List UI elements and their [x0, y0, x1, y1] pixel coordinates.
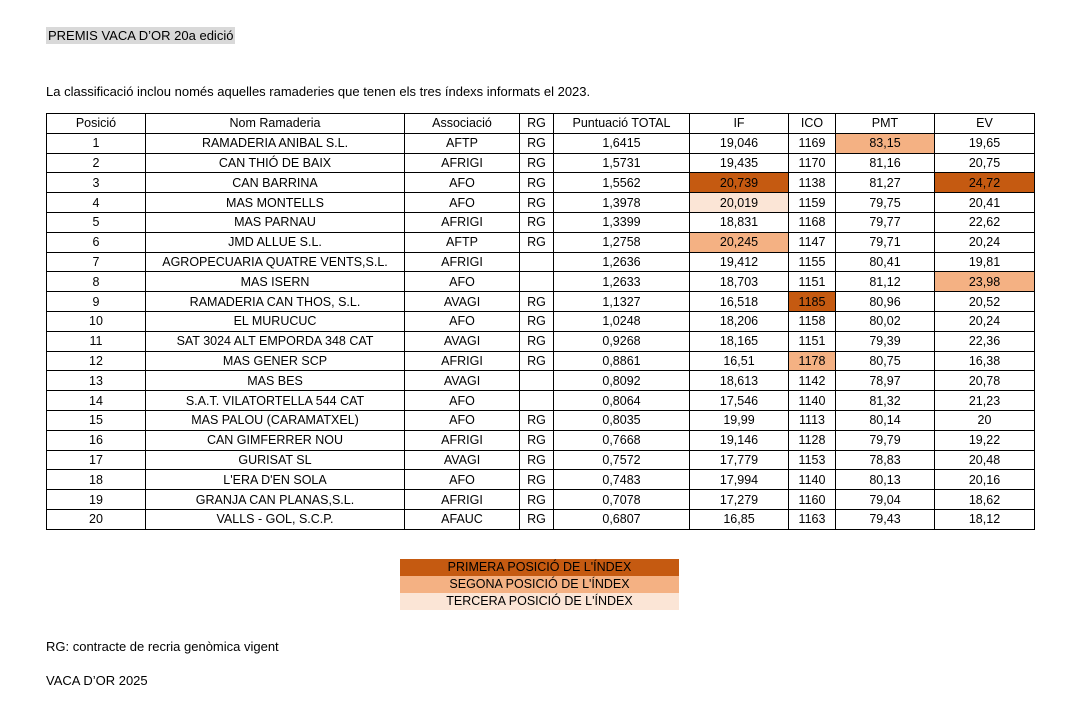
cell-associacio: AFO	[405, 272, 520, 292]
table-row	[47, 509, 1035, 529]
cell-pmt: 80,75	[836, 351, 935, 371]
cell-puntuacio-total: 0,6807	[554, 509, 690, 529]
table-row	[47, 173, 1035, 193]
cell-posicio: 14	[47, 391, 146, 411]
cell-nom-ramaderia: SAT 3024 ALT EMPORDA 348 CAT	[146, 331, 405, 351]
cell-associacio: AFRIGI	[405, 351, 520, 371]
document-title: PREMIS VACA D’OR 20a edició	[48, 28, 234, 43]
cell-ev: 20	[935, 410, 1035, 430]
table-row	[47, 193, 1035, 213]
rg-note: RG: contracte de recria genòmica vigent	[46, 639, 279, 654]
cell-pmt: 79,77	[836, 212, 935, 232]
cell-if: 19,435	[690, 153, 789, 173]
cell-puntuacio-total: 0,8861	[554, 351, 690, 371]
cell-pmt: 79,79	[836, 430, 935, 450]
cell-ev: 24,72	[935, 173, 1035, 193]
cell-puntuacio-total: 0,7078	[554, 490, 690, 510]
cell-nom-ramaderia: JMD ALLUE S.L.	[146, 232, 405, 252]
cell-pmt: 81,12	[836, 272, 935, 292]
cell-rg: RG	[520, 331, 554, 351]
cell-pmt: 79,43	[836, 509, 935, 529]
header-nom-ramaderia: Nom Ramaderia	[146, 114, 405, 134]
cell-posicio: 4	[47, 193, 146, 213]
cell-puntuacio-total: 1,0248	[554, 311, 690, 331]
cell-if: 16,85	[690, 509, 789, 529]
cell-associacio: AFTP	[405, 133, 520, 153]
cell-associacio: AFO	[405, 470, 520, 490]
color-legend	[400, 559, 679, 610]
cell-nom-ramaderia: MAS MONTELLS	[146, 193, 405, 213]
cell-nom-ramaderia: MAS PALOU (CARAMATXEL)	[146, 410, 405, 430]
cell-if: 17,779	[690, 450, 789, 470]
cell-posicio: 9	[47, 292, 146, 312]
cell-ico: 1155	[789, 252, 836, 272]
cell-puntuacio-total: 1,5731	[554, 153, 690, 173]
cell-rg	[520, 371, 554, 391]
cell-if: 17,994	[690, 470, 789, 490]
cell-ev: 19,22	[935, 430, 1035, 450]
cell-ico: 1140	[789, 391, 836, 411]
header-pmt: PMT	[836, 114, 935, 134]
cell-if: 19,146	[690, 430, 789, 450]
header-posicio: Posició	[47, 114, 146, 134]
cell-ev: 20,24	[935, 232, 1035, 252]
cell-puntuacio-total: 0,7572	[554, 450, 690, 470]
cell-ev: 20,75	[935, 153, 1035, 173]
cell-ico: 1159	[789, 193, 836, 213]
table-row	[47, 430, 1035, 450]
cell-rg	[520, 391, 554, 411]
cell-pmt: 79,39	[836, 331, 935, 351]
cell-puntuacio-total: 1,6415	[554, 133, 690, 153]
cell-pmt: 81,32	[836, 391, 935, 411]
cell-nom-ramaderia: GRANJA CAN PLANAS,S.L.	[146, 490, 405, 510]
cell-associacio: AVAGI	[405, 331, 520, 351]
cell-if: 16,51	[690, 351, 789, 371]
table-header-row	[47, 114, 1035, 134]
cell-nom-ramaderia: CAN BARRINA	[146, 173, 405, 193]
cell-posicio: 12	[47, 351, 146, 371]
footer-note: VACA D’OR 2025	[46, 673, 148, 688]
cell-puntuacio-total: 1,5562	[554, 173, 690, 193]
cell-puntuacio-total: 1,3399	[554, 212, 690, 232]
cell-rg: RG	[520, 133, 554, 153]
cell-ico: 1178	[789, 351, 836, 371]
cell-posicio: 7	[47, 252, 146, 272]
cell-posicio: 11	[47, 331, 146, 351]
cell-posicio: 13	[47, 371, 146, 391]
table-row	[47, 450, 1035, 470]
cell-puntuacio-total: 1,3978	[554, 193, 690, 213]
header-associacio: Associació	[405, 114, 520, 134]
cell-ev: 20,78	[935, 371, 1035, 391]
cell-nom-ramaderia: AGROPECUARIA QUATRE VENTS,S.L.	[146, 252, 405, 272]
cell-ico: 1142	[789, 371, 836, 391]
cell-ico: 1170	[789, 153, 836, 173]
cell-pmt: 80,13	[836, 470, 935, 490]
table-row	[47, 252, 1035, 272]
table-row	[47, 212, 1035, 232]
cell-ico: 1160	[789, 490, 836, 510]
cell-posicio: 3	[47, 173, 146, 193]
cell-puntuacio-total: 0,7668	[554, 430, 690, 450]
cell-ev: 20,16	[935, 470, 1035, 490]
cell-associacio: AFRIGI	[405, 212, 520, 232]
intro-text: La classificació inclou només aquelles ramaderies que tenen els tres índexs informats el 2023.	[46, 84, 591, 99]
cell-puntuacio-total: 1,1327	[554, 292, 690, 312]
header-ev: EV	[935, 114, 1035, 134]
cell-puntuacio-total: 1,2636	[554, 252, 690, 272]
cell-nom-ramaderia: CAN THIÓ DE BAIX	[146, 153, 405, 173]
cell-pmt: 79,04	[836, 490, 935, 510]
cell-ev: 22,36	[935, 331, 1035, 351]
cell-posicio: 8	[47, 272, 146, 292]
cell-ev: 20,41	[935, 193, 1035, 213]
cell-nom-ramaderia: RAMADERIA CAN THOS, S.L.	[146, 292, 405, 312]
cell-posicio: 19	[47, 490, 146, 510]
cell-ico: 1169	[789, 133, 836, 153]
cell-if: 18,703	[690, 272, 789, 292]
cell-ico: 1113	[789, 410, 836, 430]
table-row	[47, 133, 1035, 153]
cell-posicio: 2	[47, 153, 146, 173]
cell-associacio: AVAGI	[405, 450, 520, 470]
cell-rg: RG	[520, 153, 554, 173]
table-body	[47, 133, 1035, 529]
cell-ev: 19,65	[935, 133, 1035, 153]
cell-ico: 1163	[789, 509, 836, 529]
cell-nom-ramaderia: RAMADERIA ANIBAL S.L.	[146, 133, 405, 153]
cell-pmt: 79,75	[836, 193, 935, 213]
cell-ev: 21,23	[935, 391, 1035, 411]
cell-associacio: AFRIGI	[405, 490, 520, 510]
cell-nom-ramaderia: CAN GIMFERRER NOU	[146, 430, 405, 450]
cell-ico: 1147	[789, 232, 836, 252]
cell-if: 17,546	[690, 391, 789, 411]
cell-rg: RG	[520, 193, 554, 213]
cell-pmt: 80,14	[836, 410, 935, 430]
header-rg: RG	[520, 114, 554, 134]
cell-pmt: 80,41	[836, 252, 935, 272]
cell-pmt: 78,97	[836, 371, 935, 391]
cell-pmt: 80,02	[836, 311, 935, 331]
cell-rg: RG	[520, 212, 554, 232]
cell-ico: 1138	[789, 173, 836, 193]
cell-posicio: 10	[47, 311, 146, 331]
cell-pmt: 83,15	[836, 133, 935, 153]
table-row	[47, 272, 1035, 292]
cell-if: 18,165	[690, 331, 789, 351]
legend-first: PRIMERA POSICIÓ DE L'ÍNDEX	[400, 559, 679, 576]
cell-rg	[520, 252, 554, 272]
cell-ev: 18,12	[935, 509, 1035, 529]
cell-rg	[520, 272, 554, 292]
cell-associacio: AFRIGI	[405, 153, 520, 173]
cell-rg: RG	[520, 351, 554, 371]
cell-puntuacio-total: 1,2633	[554, 272, 690, 292]
cell-ico: 1185	[789, 292, 836, 312]
cell-pmt: 81,16	[836, 153, 935, 173]
table-row	[47, 410, 1035, 430]
cell-rg: RG	[520, 450, 554, 470]
cell-rg: RG	[520, 173, 554, 193]
cell-associacio: AFO	[405, 173, 520, 193]
cell-associacio: AFO	[405, 391, 520, 411]
cell-rg: RG	[520, 311, 554, 331]
cell-ico: 1151	[789, 331, 836, 351]
table-row	[47, 331, 1035, 351]
cell-ev: 22,62	[935, 212, 1035, 232]
cell-rg: RG	[520, 232, 554, 252]
cell-rg: RG	[520, 430, 554, 450]
cell-rg: RG	[520, 292, 554, 312]
cell-ico: 1140	[789, 470, 836, 490]
table-row	[47, 391, 1035, 411]
cell-associacio: AFO	[405, 410, 520, 430]
header-if: IF	[690, 114, 789, 134]
cell-associacio: AFO	[405, 311, 520, 331]
legend-second: SEGONA POSICIÓ DE L'ÍNDEX	[400, 576, 679, 593]
cell-ev: 20,52	[935, 292, 1035, 312]
cell-ev: 18,62	[935, 490, 1035, 510]
cell-if: 18,831	[690, 212, 789, 232]
cell-posicio: 18	[47, 470, 146, 490]
cell-rg: RG	[520, 410, 554, 430]
cell-rg: RG	[520, 509, 554, 529]
cell-posicio: 17	[47, 450, 146, 470]
cell-if: 17,279	[690, 490, 789, 510]
cell-posicio: 6	[47, 232, 146, 252]
cell-nom-ramaderia: S.A.T. VILATORTELLA 544 CAT	[146, 391, 405, 411]
cell-posicio: 5	[47, 212, 146, 232]
cell-if: 19,99	[690, 410, 789, 430]
cell-if: 20,739	[690, 173, 789, 193]
cell-associacio: AFAUC	[405, 509, 520, 529]
table-row	[47, 470, 1035, 490]
header-puntuacio-total: Puntuació TOTAL	[554, 114, 690, 134]
cell-ico: 1151	[789, 272, 836, 292]
cell-if: 19,412	[690, 252, 789, 272]
cell-posicio: 20	[47, 509, 146, 529]
cell-puntuacio-total: 0,8064	[554, 391, 690, 411]
cell-pmt: 78,83	[836, 450, 935, 470]
header-ico: ICO	[789, 114, 836, 134]
table-row	[47, 311, 1035, 331]
cell-posicio: 15	[47, 410, 146, 430]
cell-rg: RG	[520, 470, 554, 490]
cell-associacio: AFTP	[405, 232, 520, 252]
cell-ev: 20,24	[935, 311, 1035, 331]
cell-nom-ramaderia: MAS GENER SCP	[146, 351, 405, 371]
cell-posicio: 16	[47, 430, 146, 450]
cell-associacio: AFO	[405, 193, 520, 213]
cell-nom-ramaderia: VALLS - GOL, S.C.P.	[146, 509, 405, 529]
cell-puntuacio-total: 1,2758	[554, 232, 690, 252]
cell-pmt: 81,27	[836, 173, 935, 193]
cell-associacio: AFRIGI	[405, 252, 520, 272]
cell-puntuacio-total: 0,8035	[554, 410, 690, 430]
cell-ico: 1168	[789, 212, 836, 232]
cell-pmt: 79,71	[836, 232, 935, 252]
cell-if: 19,046	[690, 133, 789, 153]
table-row	[47, 292, 1035, 312]
cell-associacio: AFRIGI	[405, 430, 520, 450]
cell-ico: 1153	[789, 450, 836, 470]
table-row	[47, 232, 1035, 252]
cell-rg: RG	[520, 490, 554, 510]
cell-nom-ramaderia: L'ERA D'EN SOLA	[146, 470, 405, 490]
cell-ev: 20,48	[935, 450, 1035, 470]
cell-nom-ramaderia: MAS PARNAU	[146, 212, 405, 232]
cell-if: 20,019	[690, 193, 789, 213]
cell-if: 18,613	[690, 371, 789, 391]
table-row	[47, 371, 1035, 391]
table-row	[47, 490, 1035, 510]
cell-nom-ramaderia: GURISAT SL	[146, 450, 405, 470]
ranking-table	[46, 113, 1035, 530]
cell-associacio: AVAGI	[405, 292, 520, 312]
cell-if: 16,518	[690, 292, 789, 312]
cell-posicio: 1	[47, 133, 146, 153]
cell-ev: 23,98	[935, 272, 1035, 292]
table-row	[47, 351, 1035, 371]
cell-if: 20,245	[690, 232, 789, 252]
cell-puntuacio-total: 0,8092	[554, 371, 690, 391]
legend-third: TERCERA POSICIÓ DE L'ÍNDEX	[400, 593, 679, 610]
cell-nom-ramaderia: MAS ISERN	[146, 272, 405, 292]
cell-ico: 1158	[789, 311, 836, 331]
cell-puntuacio-total: 0,7483	[554, 470, 690, 490]
cell-nom-ramaderia: EL MURUCUC	[146, 311, 405, 331]
cell-if: 18,206	[690, 311, 789, 331]
cell-nom-ramaderia: MAS BES	[146, 371, 405, 391]
cell-ev: 16,38	[935, 351, 1035, 371]
table-row	[47, 153, 1035, 173]
cell-pmt: 80,96	[836, 292, 935, 312]
cell-puntuacio-total: 0,9268	[554, 331, 690, 351]
cell-ev: 19,81	[935, 252, 1035, 272]
cell-associacio: AVAGI	[405, 371, 520, 391]
cell-ico: 1128	[789, 430, 836, 450]
